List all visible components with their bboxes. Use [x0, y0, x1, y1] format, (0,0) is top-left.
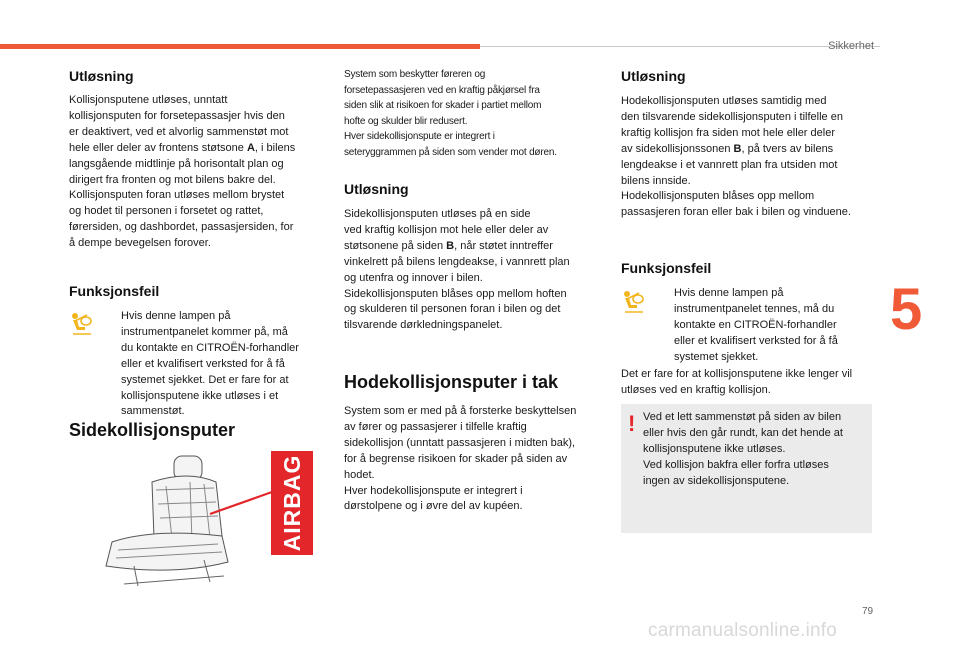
- text-line: Hver hodekollisjonspute er integrert i: [344, 484, 523, 497]
- side-airbag-note: [344, 67, 604, 160]
- heading-utlosning-1: Utløsning: [69, 68, 134, 84]
- text-line: du kontakte en CITROËN-forhandler: [121, 341, 299, 354]
- text-line: for å begrense risikoen for skader på siden av: [344, 452, 568, 465]
- text-line: Sidekollisjonsputen blåses opp mellom hoften: [344, 287, 567, 300]
- text-line: siden slik at risikoen for skader i partiet mellom: [344, 100, 542, 111]
- text-line: og skulderen til personen foran i bilen og det: [344, 303, 561, 316]
- text-line: Hver sidekollisjonspute er integrert i: [344, 131, 495, 142]
- text-line: Ved kollisjon bakfra eller forfra utløses: [643, 458, 829, 471]
- text-line: kollisjonsputene ikke utløses i et: [121, 389, 279, 402]
- paragraph-funksjonsfeil-1: [121, 309, 326, 420]
- text-line: systemet sjekket.: [674, 350, 759, 363]
- heading-utlosning-3: Utløsning: [621, 68, 686, 84]
- section-title: Sikkerhet: [828, 40, 874, 52]
- text-line: sidekollisjon (unntatt passasjeren i midten bak),: [344, 436, 576, 449]
- text-line: Hvis denne lampen på: [121, 310, 231, 322]
- text-line: eller et kvalifisert verksted for å få: [121, 357, 285, 370]
- text-line: vinkelrett på bilens lengdeakse, i vannrett plan: [344, 255, 570, 268]
- warning-callout: [621, 404, 872, 533]
- heading-funksjonsfeil-1: Funksjonsfeil: [69, 283, 160, 299]
- header-rule: [480, 46, 880, 47]
- text-line: sammenstøt.: [121, 405, 185, 418]
- text-line: eller et kvalifisert verksted for å få: [674, 334, 838, 347]
- text-line: System som er med på å forsterke beskyttelsen: [344, 405, 577, 417]
- text-line: ved kraftig kollisjon mot hele eller deler av: [344, 223, 549, 236]
- text-line: instrumentpanelet tennes, må du: [674, 302, 835, 315]
- text-line: instrumentpanelet kommer på, må: [121, 325, 288, 338]
- paragraph-utlosning-3: [621, 94, 876, 221]
- text-line: forsetepassasjeren ved en kraftig påkjørsel fra: [344, 84, 540, 96]
- watermark: carmanualsonline.info: [648, 620, 838, 641]
- paragraph-funksjonsfeil-3: [674, 286, 874, 366]
- text-line: å dempe bevegelsen forover.: [69, 237, 211, 250]
- text-line: passasjeren foran eller bak i bilen og vinduene.: [621, 206, 851, 219]
- text-line: System som beskytter føreren og: [344, 69, 486, 80]
- text-line: ingen av sidekollisjonsputene.: [643, 474, 790, 487]
- paragraph-fare: [621, 367, 881, 399]
- text-line: tilsvarende dørkledningspanelet.: [344, 319, 503, 332]
- airbag-label-box: [271, 451, 313, 555]
- text-line: støtsonene på siden B, når støtet inntreffer: [344, 239, 553, 252]
- car-seat-illustration: [94, 452, 274, 592]
- text-line: kollisjonsputen for forsetepassasjer hvis den: [69, 109, 285, 122]
- text-line: og utenfra og innover i bilen.: [344, 271, 483, 284]
- text-line: førersiden, og dashbordet, passasjersiden, for: [69, 221, 294, 234]
- text-line: den tilsvarende sidekollisjonsputen i tilfelle en: [621, 110, 843, 123]
- heading-sidekollisjonsputer: Sidekollisjonsputer: [69, 420, 236, 440]
- page-number: 79: [862, 606, 874, 617]
- warning-callout-text: [643, 410, 865, 490]
- text-line: bilens innside.: [621, 174, 691, 187]
- text-line: Hodekollisjonsputen utløses samtidig med: [621, 95, 827, 107]
- text-line: kontakte en CITROËN-forhandler: [674, 318, 837, 331]
- heading-hodekollisjonsputer: Hodekollisjonsputer i tak: [344, 372, 559, 392]
- text-line: langsgående midtlinje på horisontalt plan og: [69, 157, 284, 170]
- text-line: dirigert fra fronten og mot bilens bakre del.: [69, 173, 276, 186]
- text-line: Hvis denne lampen på: [674, 287, 784, 299]
- text-line: av fører og passasjerer i tilfelle kraftig: [344, 420, 527, 433]
- text-line: kollisjonsputene ikke utløses.: [643, 442, 786, 455]
- paragraph-utlosning-2: [344, 207, 604, 334]
- text-line: av sidekollisjonssonen B, på tvers av bilens: [621, 142, 834, 155]
- paragraph-utlosning-1: [69, 93, 324, 252]
- airbag-warning-lamp-icon: [621, 289, 647, 315]
- text-line: Det er fare for at kollisjonsputene ikke lenger vil: [621, 368, 853, 380]
- text-line: er deaktivert, ved et alvorlig sammenstøt mot: [69, 125, 289, 138]
- text-line: Hodekollisjonsputen blåses opp mellom: [621, 190, 815, 203]
- exclamation-icon: !: [628, 411, 636, 436]
- text-line: hele eller deler av frontens støtsone A, i bilens: [69, 141, 296, 154]
- text-line: og hodet til personen i forsetet og rattet,: [69, 205, 264, 218]
- text-line: hofte og skulder blir redusert.: [344, 115, 468, 127]
- text-line: seteryggrammen på siden som vender mot døren.: [344, 146, 557, 158]
- text-line: eller hvis den går rundt, kan det hende at: [643, 426, 843, 439]
- text-line: Sidekollisjonsputen utløses på en side: [344, 208, 531, 220]
- text-line: hodet.: [344, 468, 375, 481]
- paragraph-hodekollisjonsputer: [344, 404, 606, 515]
- airbag-warning-lamp-icon: [69, 311, 95, 337]
- text-line: Kollisjonsputene utløses, unntatt: [69, 94, 228, 106]
- heading-utlosning-2: Utløsning: [344, 181, 409, 197]
- text-line: Kollisjonsputen foran utløses mellom brystet: [69, 189, 285, 202]
- text-line: dørstolpene og i øvre del av kupéen.: [344, 500, 523, 513]
- heading-funksjonsfeil-3: Funksjonsfeil: [621, 260, 712, 276]
- text-line: utløses ved en kraftig kollisjon.: [621, 383, 771, 396]
- header-accent-bar: [0, 44, 480, 49]
- text-line: kraftig kollisjon fra siden mot hele eller deler: [621, 126, 835, 139]
- text-line: Ved et lett sammenstøt på siden av bilen: [643, 411, 842, 423]
- airbag-label: AIRBAG: [279, 454, 305, 552]
- text-line: lengdeakse i et vannrett plan fra utsiden mot: [621, 158, 838, 171]
- chapter-number: 5: [890, 277, 923, 342]
- text-line: systemet sjekket. Det er fare for at: [121, 373, 289, 386]
